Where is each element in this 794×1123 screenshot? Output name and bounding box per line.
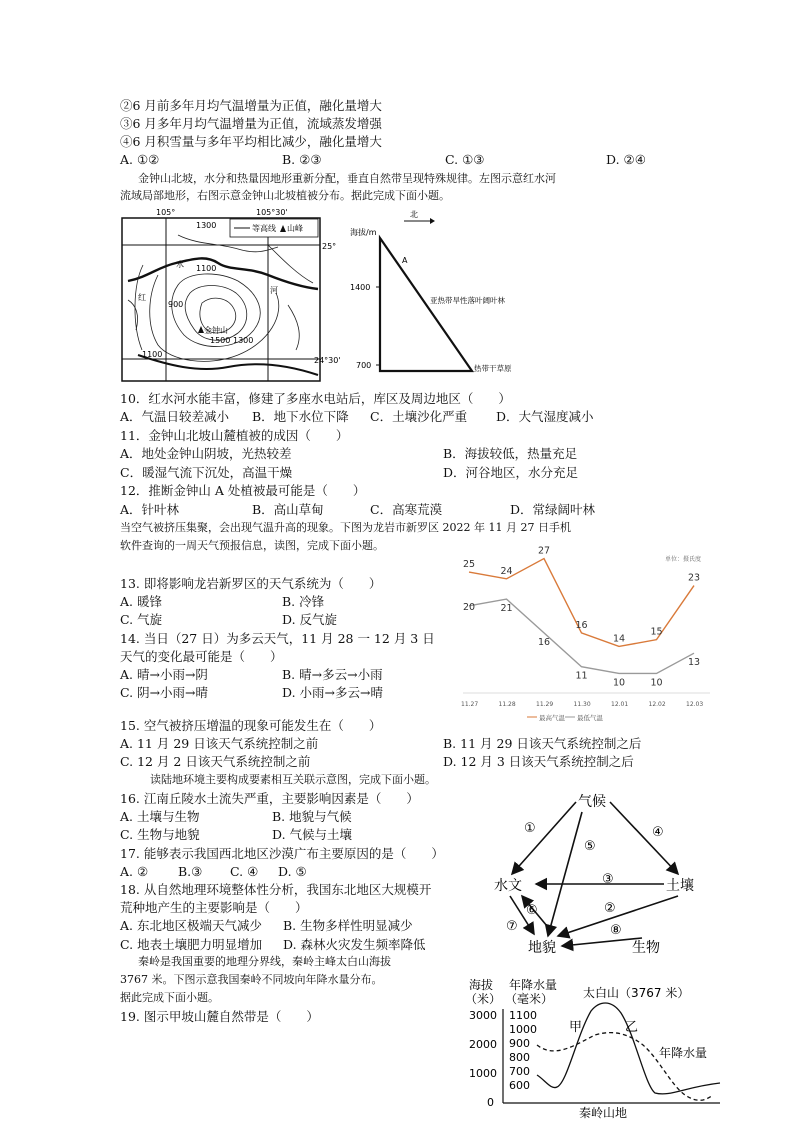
intro-text: 软件查询的一周天气预报信息，读图，完成下面小题。 — [120, 539, 384, 552]
lon-label: 105°30' — [256, 208, 288, 217]
north-label: 北 — [410, 210, 418, 219]
rain-axis-unit: （毫米） — [505, 992, 554, 1006]
option-c: C. 地表土壤肥力明显增加 — [120, 937, 263, 952]
veg-label: 亚热带旱性落叶阔叶林 — [430, 296, 505, 305]
rainfall-curve — [537, 1033, 713, 1101]
river-line — [128, 258, 318, 289]
option-d: D．常绿阔叶林 — [510, 502, 596, 517]
contour-value: 1500 — [210, 336, 231, 345]
rain-axis-label: 年降水量 — [509, 978, 558, 992]
node-climate: 气候 — [578, 794, 606, 810]
data-label: 13 — [688, 657, 701, 669]
option-c: C. ④ — [230, 864, 259, 879]
data-label: 24 — [500, 565, 513, 577]
x-tick-label: 11.28 — [498, 701, 516, 708]
slope-yi: 乙 — [625, 1020, 639, 1035]
intro-text: 3767 米。下图示意我国秦岭不同坡向年降水量分布。 — [120, 973, 383, 986]
alt-axis-label: 海拔 — [469, 978, 494, 992]
data-label: 25 — [463, 559, 476, 571]
contour-value: 1300 — [233, 336, 254, 345]
option-d: D．大气湿度减小 — [496, 409, 594, 424]
rain-tick: 1100 — [509, 1009, 537, 1022]
intro-text: 秦岭是我国重要的地理分界线，秦岭主峰太白山海拔 — [138, 955, 391, 968]
text-line: ②6 月前多年月均气温增量为正值，融化量增大 — [120, 98, 382, 113]
arrow-label: ⑧ — [610, 923, 622, 938]
rain-tick: 900 — [509, 1037, 530, 1050]
arrow-label: ④ — [652, 825, 664, 840]
x-tick-label: 11.30 — [573, 701, 591, 708]
intro-text: 据此完成下面小题。 — [120, 991, 219, 1004]
vegetation-profile — [350, 205, 550, 380]
node-water: 水文 — [494, 878, 522, 894]
question-11: 11．金钟山北坡山麓植被的成因（ ） — [120, 428, 349, 443]
option-b: B. ②③ — [282, 152, 322, 167]
peak-label: 金钟山 — [204, 326, 228, 335]
legend-high: 最高气温 — [539, 714, 565, 722]
option-a: A. 11 月 29 日该天气系统控制之前 — [120, 736, 319, 751]
option-b: B.③ — [178, 864, 203, 879]
question-18: 18. 从自然地理环境整体性分析，我国东北地区大规模开 — [120, 882, 432, 897]
option-c: C. ①③ — [445, 152, 485, 167]
x-tick-label: 12.02 — [648, 701, 666, 708]
question-10: 10．红水河水能丰富，修建了多座水电站后，库区及周边地区（ ） — [120, 391, 511, 406]
y-axis-label: 海拔/m — [350, 228, 377, 237]
intro-text: 读陆地环境主要构成要素相互关联示意图，完成下面小题。 — [150, 773, 436, 786]
qinling-chart — [465, 975, 730, 1123]
peak-label: 太白山（3767 米） — [583, 986, 690, 1000]
data-label: 20 — [463, 601, 476, 613]
contour-value: 900 — [168, 300, 184, 309]
arrow-label: ⑦ — [506, 919, 518, 934]
arrow-label: ① — [524, 821, 536, 836]
x-axis-label: 秦岭山地 — [579, 1106, 628, 1120]
river-label: 红 — [138, 293, 146, 302]
contour-value: 1300 — [196, 221, 217, 230]
data-label: 10 — [613, 677, 626, 689]
rain-curve-label: 年降水量 — [659, 1046, 708, 1060]
option-c: C. 阴→小雨→晴 — [120, 685, 209, 700]
arrow-label: ② — [604, 901, 616, 916]
question-18-cont: 荒种地产生的主要影响是（ ） — [120, 900, 308, 915]
alt-tick: 0 — [487, 1096, 494, 1109]
option-a: A．地处金钟山阴坡，光热较差 — [120, 446, 292, 461]
option-a: A. 暖锋 — [120, 594, 162, 609]
lon-label: 105° — [156, 208, 176, 217]
option-a: A．针叶林 — [120, 502, 180, 517]
option-d: D. 小雨→多云→晴 — [282, 685, 383, 700]
option-b: B. 11 月 29 日该天气系统控制之后 — [443, 736, 642, 751]
alt-tick: 3000 — [469, 1009, 497, 1022]
option-b: B. 晴→多云→小雨 — [282, 667, 383, 682]
contour-value: 1100 — [196, 264, 217, 273]
chart-unit: 单位：摄氏度 — [665, 556, 702, 563]
option-b: B．地下水位下降 — [252, 409, 349, 424]
rain-tick: 600 — [509, 1079, 530, 1092]
point-a: A — [402, 256, 408, 265]
contour-map — [118, 205, 341, 385]
legend-contour: 等高线 — [252, 224, 276, 233]
question-14-cont: 天气的变化最可能是（ ） — [120, 649, 283, 664]
question-13: 13. 即将影响龙岩新罗区的天气系统为（ ） — [120, 576, 382, 591]
intro-text: 金钟山北坡，水分和热量因地形重新分配，垂直自然带呈现特殊规律。左图示意红水河 — [138, 172, 556, 185]
x-tick-label: 11.29 — [536, 701, 554, 708]
option-b: B．高山草甸 — [252, 502, 324, 517]
option-a: A. 土壤与生物 — [120, 809, 200, 824]
legend-low: 最低气温 — [577, 714, 603, 722]
option-d: D. ②④ — [606, 152, 646, 167]
lat-label: 25° — [322, 242, 337, 251]
node-soil: 土壤 — [666, 878, 694, 894]
data-label: 10 — [650, 677, 663, 689]
option-a: A. 东北地区极端天气减少 — [120, 918, 262, 933]
alt-axis-unit: （米） — [465, 992, 502, 1006]
river-label: 水 — [176, 260, 184, 269]
data-label: 23 — [688, 572, 701, 584]
option-c: C. 生物与地貌 — [120, 827, 200, 842]
question-17: 17. 能够表示我国西北地区沙漠广布主要原因的是（ ） — [120, 846, 444, 861]
node-biology: 生物 — [632, 940, 660, 956]
data-label: 27 — [538, 545, 551, 557]
node-landform: 地貌 — [528, 940, 556, 956]
arrow-icon — [430, 218, 435, 224]
option-c: C. 气旋 — [120, 612, 163, 627]
contour-value: 1100 — [142, 350, 163, 359]
data-label: 14 — [613, 633, 626, 645]
intro-text: 流域局部地形，右图示意金钟山北坡植被分布。据此完成下面小题。 — [120, 189, 450, 202]
option-d: D. 反气旋 — [282, 612, 338, 627]
slope-jia: 甲 — [569, 1020, 583, 1035]
question-12: 12．推断金钟山 A 处植被最可能是（ ） — [120, 483, 366, 498]
question-14: 14. 当日（27 日）为多云天气，11 月 28 一 12 月 3 日 — [120, 631, 435, 646]
option-d: D. ⑤ — [278, 864, 307, 879]
option-a: A. ② — [120, 864, 149, 879]
option-b: B. 冷锋 — [282, 594, 325, 609]
option-c: C．高寒荒漠 — [370, 502, 443, 517]
option-b: B. 生物多样性明显减少 — [283, 918, 413, 933]
option-a: A．气温日较差减小 — [120, 409, 230, 424]
option-d: D．河谷地区，水分充足 — [443, 465, 579, 480]
data-label: 16 — [575, 619, 588, 631]
rain-tick: 1000 — [509, 1023, 537, 1036]
option-b: B. 地貌与气候 — [272, 809, 352, 824]
arrow-label: ⑥ — [526, 903, 538, 918]
option-b: B．海拔较低，热量充足 — [443, 446, 578, 461]
temperature-chart — [455, 535, 725, 725]
option-a: A. 晴→小雨→阴 — [120, 667, 208, 682]
option-c: C. 12 月 2 日该天气系统控制之前 — [120, 754, 311, 769]
data-label: 15 — [650, 626, 663, 638]
alt-tick: 1000 — [469, 1067, 497, 1080]
data-label: 16 — [538, 636, 551, 648]
option-c: C．暖湿气流下沉处，高温干燥 — [120, 465, 293, 480]
rain-tick: 700 — [509, 1065, 530, 1078]
arrow-label: ③ — [602, 872, 614, 887]
question-15: 15. 空气被挤压增温的现象可能发生在（ ） — [120, 718, 382, 733]
option-d: D. 森林火灾发生频率降低 — [283, 937, 426, 952]
question-19: 19. 图示甲坡山麓自然带是（ ） — [120, 1009, 319, 1024]
data-label: 21 — [500, 603, 513, 615]
y-tick: 700 — [356, 361, 372, 370]
option-a: A. ①② — [120, 152, 160, 167]
lat-label: 24°30' — [314, 356, 341, 365]
intro-text: 当空气被挤压集聚，会出现气温升高的现象。下图为龙岩市新罗区 2022 年 11 月 27 日手机 — [120, 521, 571, 534]
river-label: 河 — [270, 286, 278, 295]
x-tick-label: 12.03 — [686, 701, 704, 708]
option-d: D. 气候与土壤 — [272, 827, 353, 842]
veg-label: 热带干草原 — [474, 364, 512, 373]
text-line: ③6 月多年月均气温增量为正值，流域蒸发增强 — [120, 116, 382, 131]
alt-tick: 2000 — [469, 1038, 497, 1051]
data-label: 11 — [575, 670, 588, 682]
y-tick: 1400 — [350, 283, 371, 292]
x-tick-label: 12.01 — [611, 701, 629, 708]
legend-peak: 山峰 — [287, 224, 303, 233]
arrow-label: ⑤ — [584, 839, 596, 854]
text-line: ④6 月积雪量与多年平均相比减少，融化量增大 — [120, 134, 382, 149]
option-c: C．土壤沙化严重 — [370, 409, 468, 424]
rain-tick: 800 — [509, 1051, 530, 1064]
x-tick-label: 11.27 — [461, 701, 479, 708]
option-d: D. 12 月 3 日该天气系统控制之后 — [443, 754, 634, 769]
question-16: 16. 江南丘陵水土流失严重，主要影响因素是（ ） — [120, 791, 419, 806]
element-diagram — [492, 788, 702, 960]
